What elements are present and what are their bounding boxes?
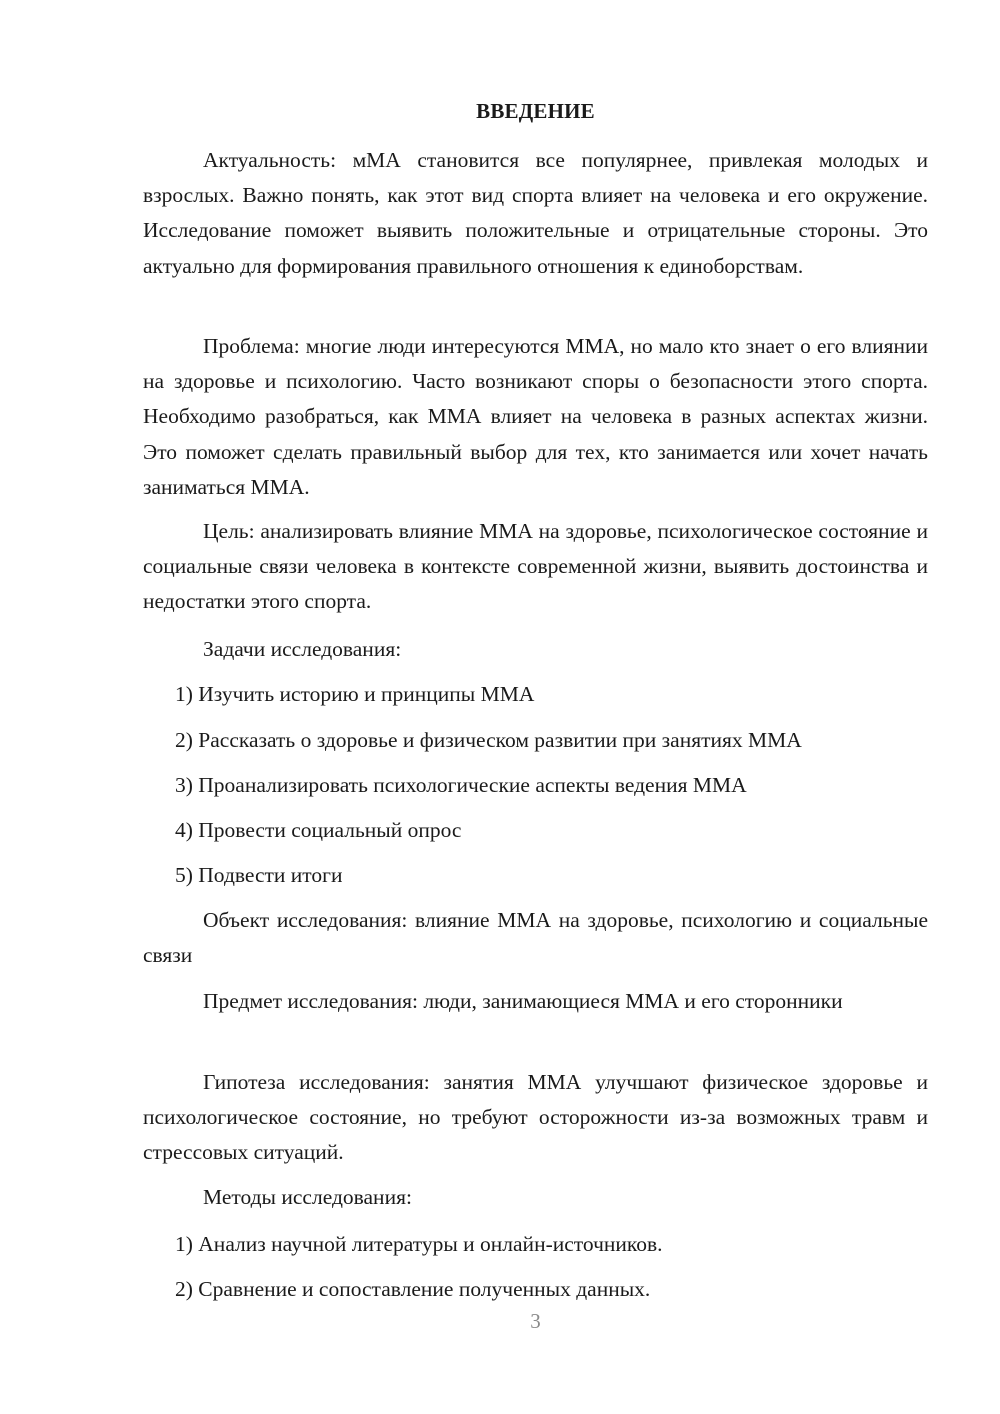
task-item: 5) Подвести итоги bbox=[175, 863, 343, 887]
section-heading: ВВЕДЕНИЕ bbox=[476, 99, 595, 123]
object-paragraph: Объект исследования: влияние ММА на здоровье, психологию и социальные связи bbox=[143, 908, 928, 968]
problem-paragraph: Проблема: многие люди интересуются ММА, но мало кто знает о его влиянии на здоровье и психологию. Часто возникают споры о безопасности этого спорта. Необходимо разобраться, как ММА влияет на человека в разных аспектах жизни. Это поможет сделать правильный выбор для тех, кто занимается или хочет начать заниматься ММА. bbox=[143, 334, 928, 499]
method-item: 1) Анализ научной литературы и онлайн-источников. bbox=[175, 1232, 663, 1256]
document-page bbox=[143, 0, 928, 1414]
task-item: 1) Изучить историю и принципы ММА bbox=[175, 682, 535, 706]
task-item: 4) Провести социальный опрос bbox=[175, 818, 462, 842]
methods-heading: Методы исследования: bbox=[203, 1185, 412, 1209]
relevance-paragraph: Актуальность: мМА становится все популярнее, привлекая молодых и взрослых. Важно понять, как этот вид спорта влияет на человека и его окружение. Исследование поможет выявить положительные и отрицательные стороны. Это актуально для формирования правильного отношения к единоборствам. bbox=[143, 148, 928, 278]
goal-paragraph: Цель: анализировать влияние ММА на здоровье, психологическое состояние и социальные связи человека в контексте современной жизни, выявить достоинства и недостатки этого спорта. bbox=[143, 519, 928, 614]
subject-paragraph: Предмет исследования: люди, занимающиеся ММА и его сторонники bbox=[203, 989, 843, 1013]
page-number: 3 bbox=[530, 1309, 541, 1333]
tasks-heading: Задачи исследования: bbox=[203, 637, 402, 661]
task-item: 3) Проанализировать психологические аспекты ведения ММА bbox=[175, 773, 747, 797]
hypothesis-paragraph: Гипотеза исследования: занятия ММА улучшают физическое здоровье и психологическое состояние, но требуют осторожности из-за возможных травм и стрессовых ситуаций. bbox=[143, 1070, 928, 1165]
task-item: 2) Рассказать о здоровье и физическом развитии при занятиях ММА bbox=[175, 728, 802, 752]
method-item: 2) Сравнение и сопоставление полученных данных. bbox=[175, 1277, 651, 1301]
